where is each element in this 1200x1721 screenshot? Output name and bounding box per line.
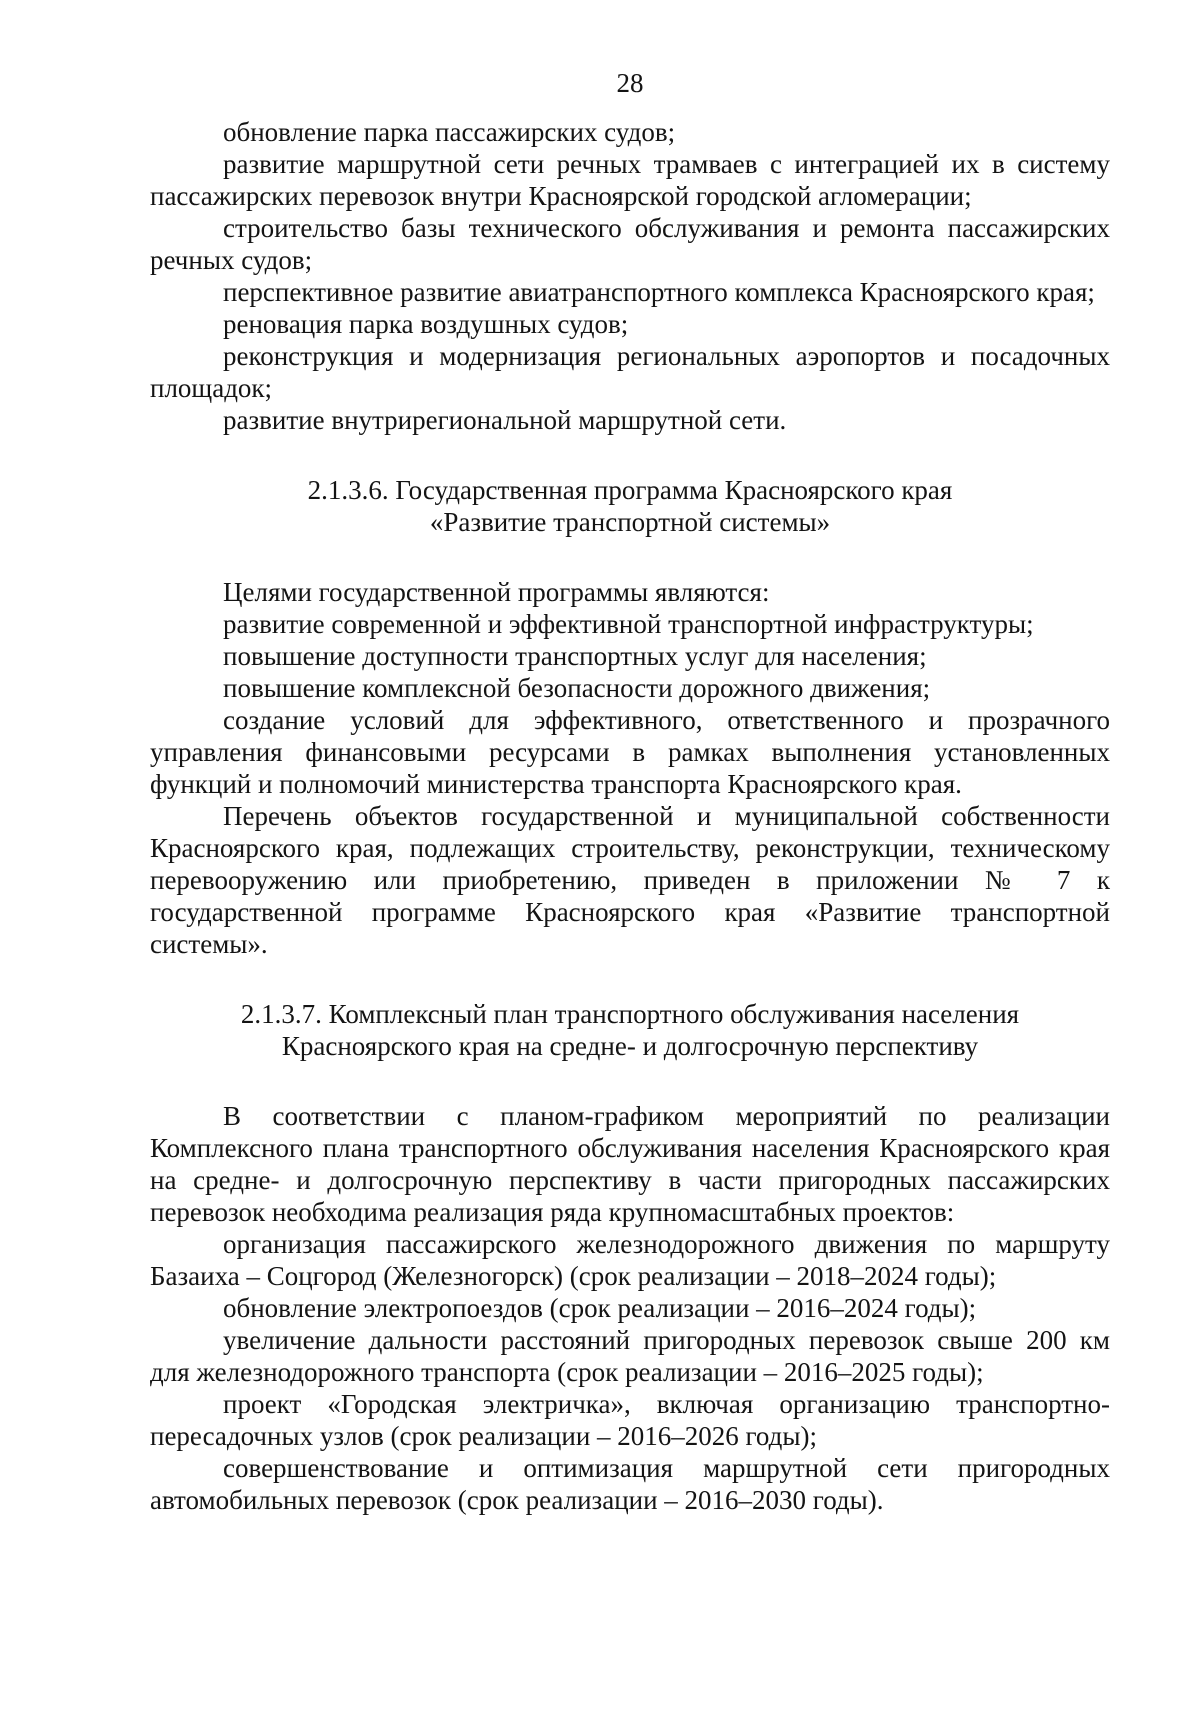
section-heading-line: 2.1.3.7. Комплексный план транспортного обслуживания населения xyxy=(240,999,1020,1029)
paragraph: проект «Городская электричка», включая организацию транспортно-пересадочных узлов (срок реализации – 2016–2026 годы); xyxy=(150,1389,1110,1451)
section-heading-line: 2.1.3.6. Государственная программа Красноярского края xyxy=(307,475,953,505)
paragraph: Целями государственной программы являются: xyxy=(223,577,770,607)
paragraph: перспективное развитие авиатранспортного комплекса Красноярского края; xyxy=(223,277,1095,307)
spacer xyxy=(150,1062,1110,1100)
paragraph: реконструкция и модернизация региональных аэропортов и посадочных площадок; xyxy=(150,341,1110,403)
paragraph: Перечень объектов государственной и муниципальной собственности Красноярского края, подлежащих строительству, реконструкции, техническому перевооружению или приобретению, приведен в приложении № 7 к государственной программе Красноярского края «Развитие транспортной системы». xyxy=(150,801,1110,959)
spacer xyxy=(150,538,1110,576)
paragraph: обновление парка пассажирских судов; xyxy=(223,117,676,147)
paragraph: строительство базы технического обслуживания и ремонта пассажирских речных судов; xyxy=(150,213,1110,275)
document-body xyxy=(150,116,1110,1516)
paragraph: развитие современной и эффективной транспортной инфраструктуры; xyxy=(223,609,1034,639)
spacer xyxy=(150,436,1110,474)
page-number: 28 xyxy=(616,68,644,98)
paragraph: реновация парка воздушных судов; xyxy=(223,309,629,339)
paragraph: повышение доступности транспортных услуг для населения; xyxy=(223,641,927,671)
section-heading-line: Красноярского края на средне- и долгосрочную перспективу xyxy=(281,1031,979,1061)
paragraph: В соответствии с планом-графиком мероприятий по реализации Комплексного плана транспортного обслуживания населения Красноярского края на средне- и долгосрочную перспективу в части пригородных пассажирских перевозок необходима реализация ряда крупномасштабных проектов: xyxy=(150,1101,1110,1227)
paragraph: совершенствование и оптимизация маршрутной сети пригородных автомобильных перевозок (срок реализации – 2016–2030 годы). xyxy=(150,1453,1110,1515)
paragraph: обновление электропоездов (срок реализации – 2016–2024 годы); xyxy=(223,1293,977,1323)
paragraph: увеличение дальности расстояний пригородных перевозок свыше 200 км для железнодорожного транспорта (срок реализации – 2016–2025 годы); xyxy=(150,1325,1110,1387)
paragraph: развитие маршрутной сети речных трамваев с интеграцией их в систему пассажирских перевозок внутри Красноярской городской агломерации; xyxy=(150,149,1110,211)
paragraph: повышение комплексной безопасности дорожного движения; xyxy=(223,673,931,703)
spacer xyxy=(150,960,1110,998)
paragraph: развитие внутрирегиональной маршрутной сети. xyxy=(223,405,787,435)
paragraph: создание условий для эффективного, ответственного и прозрачного управления финансовыми ресурсами в рамках выполнения установленных функций и полномочий министерства транспорта Красноярского края. xyxy=(150,705,1110,799)
section-heading-line: «Развитие транспортной системы» xyxy=(429,507,831,537)
paragraph: организация пассажирского железнодорожного движения по маршруту Базаиха – Соцгород (Железногорск) (срок реализации – 2018–2024 годы); xyxy=(150,1229,1110,1291)
